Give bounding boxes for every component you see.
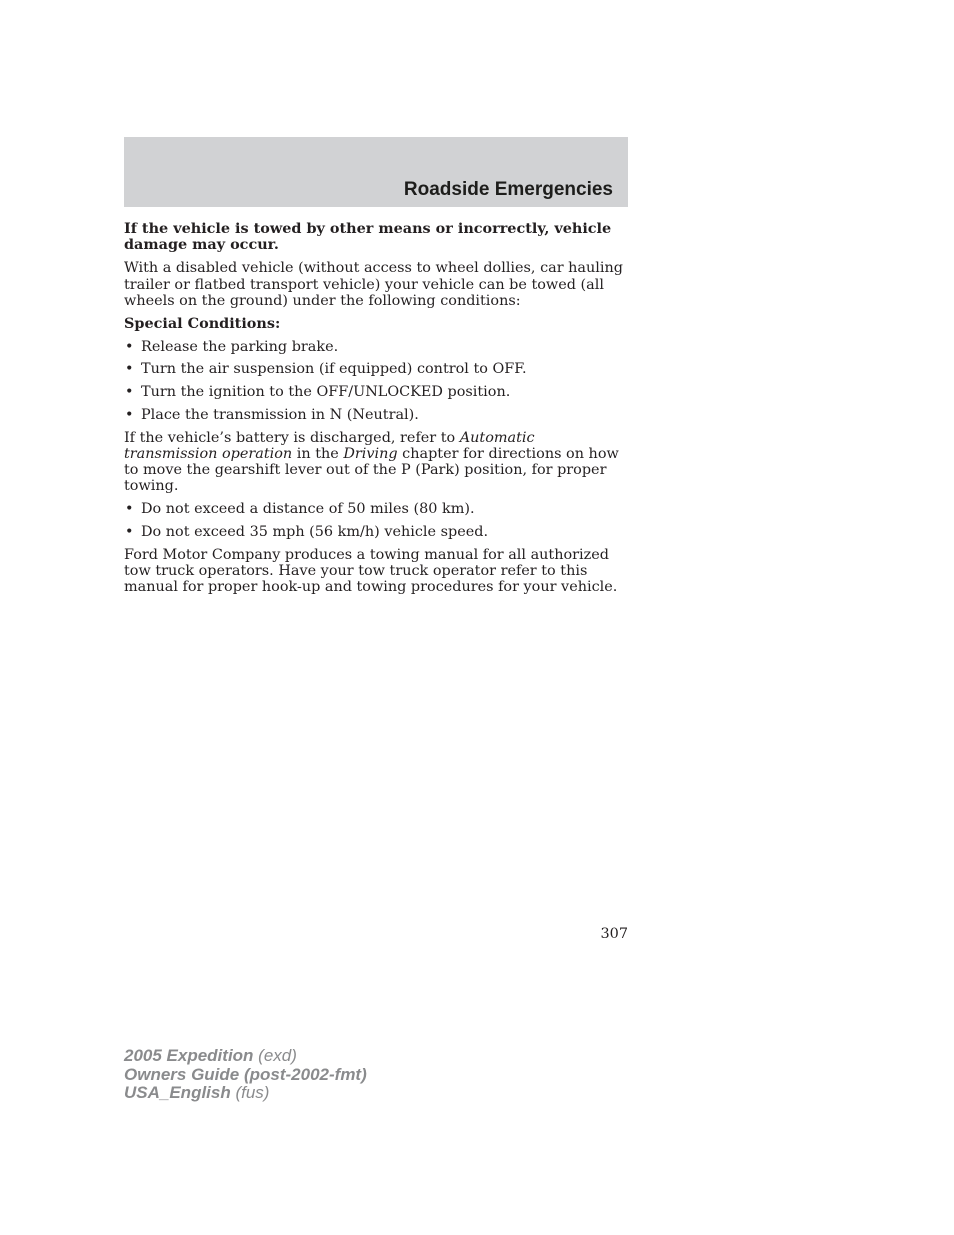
bullet-icon: •: [125, 501, 134, 518]
list-item: [124, 524, 630, 540]
footer-model: 2005 Expedition: [124, 1046, 254, 1065]
list-item: [124, 339, 630, 355]
closing-paragraph: Ford Motor Company produces a towing manual for all authorized tow truck operators. Have your tow truck operator refer to this manual for proper hook-up and towing procedures for your vehicle.: [124, 546, 618, 596]
list-item-text: Turn the ignition to the OFF/UNLOCKED position.: [141, 384, 511, 401]
bullet-icon: •: [125, 524, 134, 541]
battery-text-3: chapter for directions on how to move the gearshift lever out of the P (Park) position, for proper towing.: [124, 445, 619, 495]
list-item: [124, 361, 630, 377]
section-title: Roadside Emergencies: [403, 179, 613, 200]
list-item: [124, 407, 630, 423]
document-footer: [124, 1047, 367, 1103]
bullet-icon: •: [125, 338, 134, 355]
automatic-transmission-reference: Automatic transmission operation: [124, 429, 535, 462]
list-item-text: Do not exceed 35 mph (56 km/h) vehicle speed.: [141, 524, 489, 541]
driving-chapter-reference: Driving: [343, 445, 398, 462]
list-item: [124, 501, 630, 517]
bullet-icon: •: [125, 406, 134, 423]
list-item-text: Turn the air suspension (if equipped) control to OFF.: [141, 361, 527, 378]
battery-text-1: If the vehicle’s battery is discharged, refer to: [124, 429, 460, 446]
special-conditions-heading: Special Conditions:: [124, 315, 281, 333]
special-conditions-list: [124, 339, 630, 423]
footer-line-3: [124, 1084, 367, 1103]
page-content: [124, 221, 630, 602]
towing-limits-list: [124, 501, 630, 540]
section-header-band: [124, 137, 628, 207]
footer-language: USA_English: [124, 1083, 231, 1102]
bullet-icon: •: [125, 384, 134, 401]
page-number: 307: [600, 926, 628, 942]
footer-line-2: [124, 1066, 367, 1085]
footer-model-code: (exd): [253, 1046, 297, 1065]
list-item-text: Place the transmission in N (Neutral).: [141, 406, 419, 423]
battery-text-2: in the: [292, 445, 344, 462]
footer-guide: Owners Guide (post-2002-fmt): [124, 1064, 367, 1084]
intro-paragraph: With a disabled vehicle (without access to wheel dollies, car hauling trailer or flatbed transport vehicle) your vehicle can be towed (all wheels on the ground) under the following conditions:: [124, 260, 623, 309]
footer-language-code: (fus): [230, 1083, 270, 1102]
footer-line-1: [124, 1047, 367, 1066]
bullet-icon: •: [125, 361, 134, 378]
list-item-text: Do not exceed a distance of 50 miles (80 km).: [141, 501, 475, 518]
warning-text: If the vehicle is towed by other means or incorrectly, vehicle damage may occur.: [124, 220, 612, 254]
list-item-text: Release the parking brake.: [141, 338, 339, 355]
list-item: [124, 384, 630, 400]
battery-paragraph: [124, 430, 630, 495]
